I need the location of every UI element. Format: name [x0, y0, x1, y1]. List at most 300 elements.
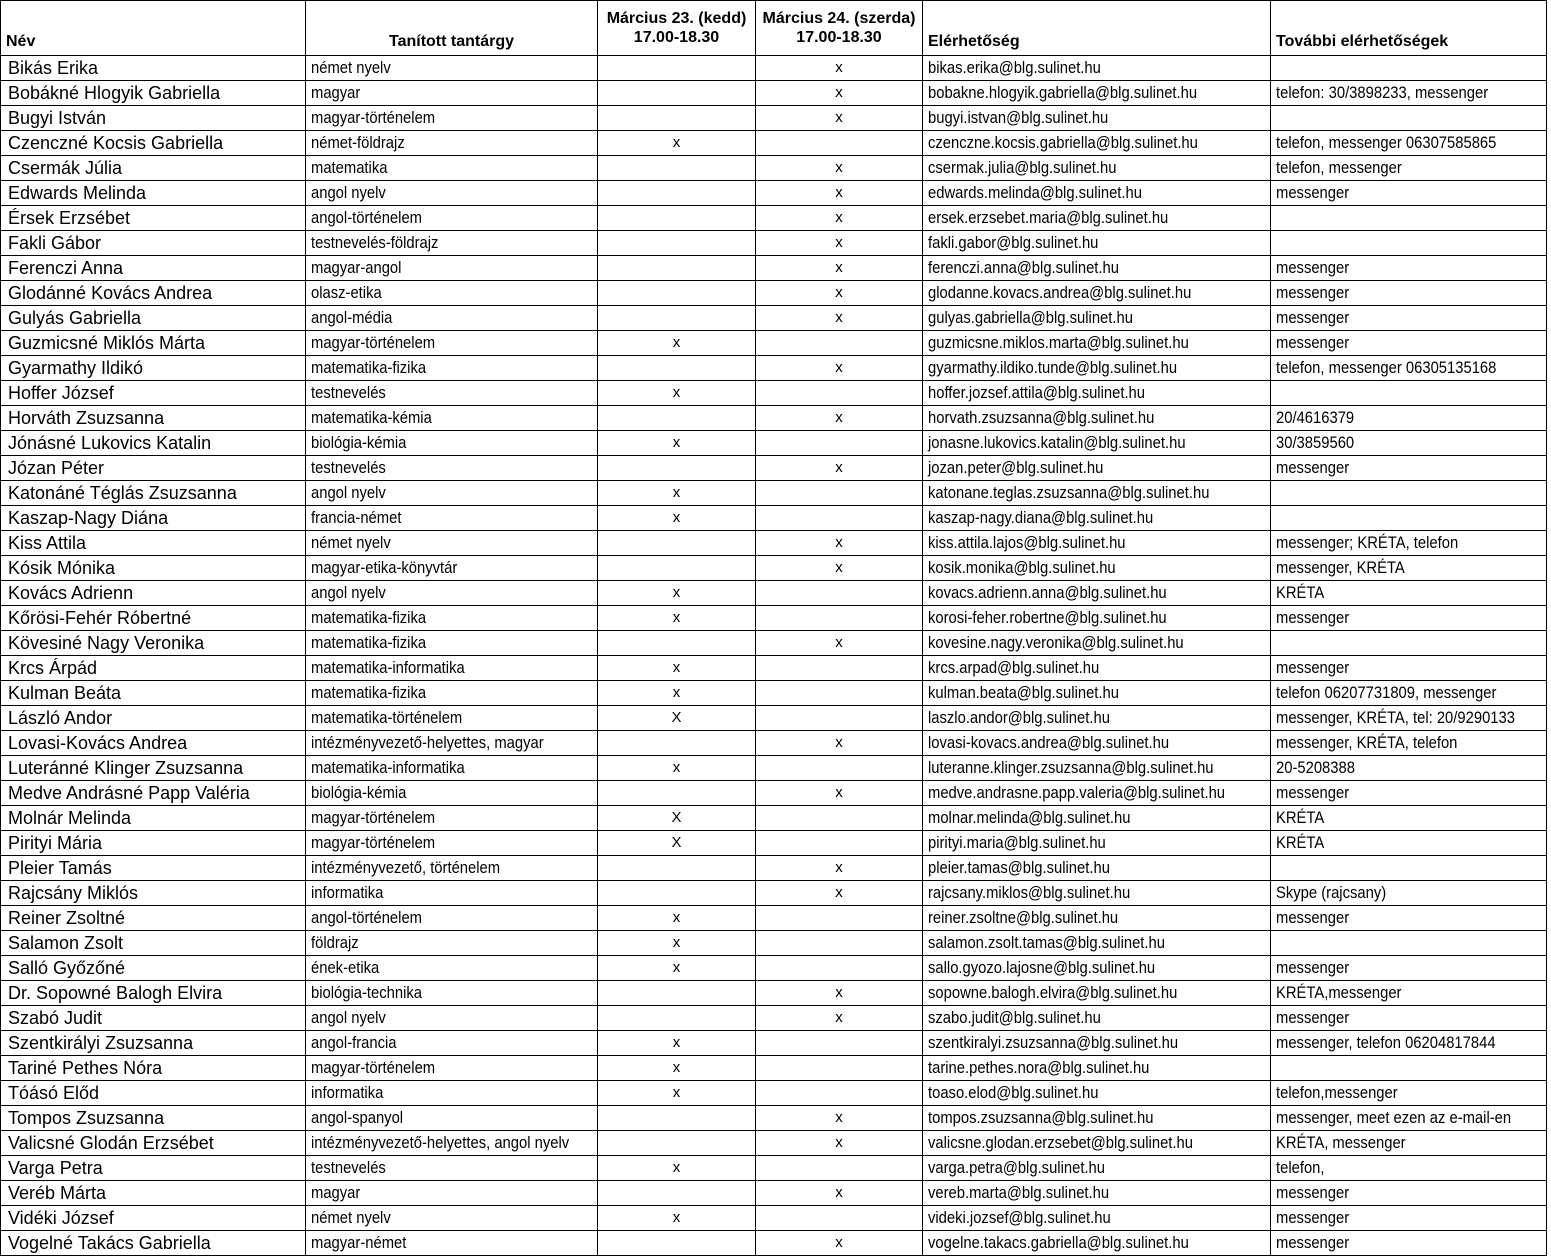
table-row — [1, 781, 1547, 806]
cell-teacher-name: Horváth Zsuzsanna — [1, 406, 306, 431]
cell-email: salamon.zsolt.tamas@blg.sulinet.hu — [923, 931, 1271, 956]
table-row — [1, 356, 1547, 381]
cell-tuesday-mark — [598, 1231, 756, 1256]
cell-more-contacts — [1271, 1056, 1547, 1081]
table-row — [1, 706, 1547, 731]
cell-tuesday-mark — [598, 556, 756, 581]
cell-teacher-name: Józan Péter — [1, 456, 306, 481]
cell-wednesday-mark — [756, 1206, 923, 1231]
cell-subject: angol nyelv — [306, 181, 598, 206]
cell-email: szentkiralyi.zsuzsanna@blg.sulinet.hu — [923, 1031, 1271, 1056]
cell-wednesday-mark — [756, 331, 923, 356]
cell-tuesday-mark — [598, 281, 756, 306]
table-row — [1, 231, 1547, 256]
cell-tuesday-mark: X — [598, 831, 756, 856]
header-day2-date: Március 24. (szerda) — [762, 10, 916, 27]
cell-wednesday-mark: x — [756, 106, 923, 131]
cell-tuesday-mark — [598, 56, 756, 81]
cell-tuesday-mark: x — [598, 756, 756, 781]
cell-subject: magyar — [306, 81, 598, 106]
cell-email: tarine.pethes.nora@blg.sulinet.hu — [923, 1056, 1271, 1081]
table-row — [1, 956, 1547, 981]
cell-teacher-name: Medve Andrásné Papp Valéria — [1, 781, 306, 806]
cell-more-contacts: messenger — [1271, 1006, 1547, 1031]
cell-more-contacts: messenger, meet ezen az e-mail-en — [1271, 1106, 1547, 1131]
table-row — [1, 606, 1547, 631]
cell-wednesday-mark: x — [756, 206, 923, 231]
cell-email: katonane.teglas.zsuzsanna@blg.sulinet.hu — [923, 481, 1271, 506]
cell-tuesday-mark: X — [598, 806, 756, 831]
cell-more-contacts: messenger — [1271, 306, 1547, 331]
cell-teacher-name: Salló Győzőné — [1, 956, 306, 981]
cell-more-contacts — [1271, 856, 1547, 881]
cell-subject: magyar-történelem — [306, 106, 598, 131]
cell-email: gyarmathy.ildiko.tunde@blg.sulinet.hu — [923, 356, 1271, 381]
cell-wednesday-mark: x — [756, 881, 923, 906]
teacher-table-body — [1, 56, 1547, 1256]
cell-email: fakli.gabor@blg.sulinet.hu — [923, 231, 1271, 256]
header-subject: Tanított tantárgy — [306, 1, 598, 56]
cell-wednesday-mark: x — [756, 1181, 923, 1206]
cell-wednesday-mark: x — [756, 631, 923, 656]
cell-teacher-name: Jónásné Lukovics Katalin — [1, 431, 306, 456]
cell-email: vogelne.takacs.gabriella@blg.sulinet.hu — [923, 1231, 1271, 1256]
cell-subject: magyar-történelem — [306, 1056, 598, 1081]
cell-tuesday-mark: x — [598, 1206, 756, 1231]
cell-wednesday-mark — [756, 131, 923, 156]
cell-more-contacts: telefon, messenger — [1271, 156, 1547, 181]
cell-email: varga.petra@blg.sulinet.hu — [923, 1156, 1271, 1181]
table-row — [1, 931, 1547, 956]
cell-subject: matematika-kémia — [306, 406, 598, 431]
cell-email: ersek.erzsebet.maria@blg.sulinet.hu — [923, 206, 1271, 231]
cell-email: jozan.peter@blg.sulinet.hu — [923, 456, 1271, 481]
cell-teacher-name: Vidéki József — [1, 1206, 306, 1231]
cell-email: sallo.gyozo.lajosne@blg.sulinet.hu — [923, 956, 1271, 981]
cell-more-contacts: telefon, — [1271, 1156, 1547, 1181]
table-row — [1, 331, 1547, 356]
cell-tuesday-mark — [598, 1181, 756, 1206]
table-row — [1, 531, 1547, 556]
cell-teacher-name: Dr. Sopowné Balogh Elvira — [1, 981, 306, 1006]
cell-tuesday-mark: x — [598, 606, 756, 631]
cell-wednesday-mark — [756, 706, 923, 731]
cell-teacher-name: Guzmicsné Miklós Márta — [1, 331, 306, 356]
cell-tuesday-mark — [598, 356, 756, 381]
cell-teacher-name: Érsek Erzsébet — [1, 206, 306, 231]
cell-teacher-name: Bikás Erika — [1, 56, 306, 81]
cell-tuesday-mark — [598, 106, 756, 131]
cell-subject: testnevelés — [306, 456, 598, 481]
cell-email: videki.jozsef@blg.sulinet.hu — [923, 1206, 1271, 1231]
cell-teacher-name: Varga Petra — [1, 1156, 306, 1181]
table-row — [1, 1056, 1547, 1081]
cell-tuesday-mark: x — [598, 681, 756, 706]
table-row — [1, 406, 1547, 431]
cell-email: bugyi.istvan@blg.sulinet.hu — [923, 106, 1271, 131]
cell-wednesday-mark: x — [756, 306, 923, 331]
cell-subject: matematika — [306, 156, 598, 181]
cell-wednesday-mark — [756, 681, 923, 706]
cell-teacher-name: Szabó Judit — [1, 1006, 306, 1031]
cell-email: szabo.judit@blg.sulinet.hu — [923, 1006, 1271, 1031]
cell-wednesday-mark — [756, 481, 923, 506]
cell-more-contacts: messenger, KRÉTA, telefon — [1271, 731, 1547, 756]
cell-subject: informatika — [306, 1081, 598, 1106]
cell-tuesday-mark: x — [598, 581, 756, 606]
cell-subject: intézményvezető, történelem — [306, 856, 598, 881]
cell-teacher-name: Kőrösi-Fehér Róbertné — [1, 606, 306, 631]
cell-more-contacts: telefon, messenger 06307585865 — [1271, 131, 1547, 156]
table-row — [1, 131, 1547, 156]
cell-teacher-name: Glodánné Kovács Andrea — [1, 281, 306, 306]
table-row — [1, 556, 1547, 581]
cell-subject: matematika-informatika — [306, 656, 598, 681]
cell-tuesday-mark: x — [598, 481, 756, 506]
table-row — [1, 581, 1547, 606]
cell-more-contacts: messenger — [1271, 1181, 1547, 1206]
cell-subject: angol-történelem — [306, 906, 598, 931]
cell-tuesday-mark: x — [598, 656, 756, 681]
table-row — [1, 981, 1547, 1006]
cell-teacher-name: Valicsné Glodán Erzsébet — [1, 1131, 306, 1156]
cell-subject: olasz-etika — [306, 281, 598, 306]
header-row — [1, 1, 1547, 56]
cell-email: glodanne.kovacs.andrea@blg.sulinet.hu — [923, 281, 1271, 306]
cell-wednesday-mark — [756, 606, 923, 631]
cell-more-contacts — [1271, 231, 1547, 256]
cell-teacher-name: Pirityi Mária — [1, 831, 306, 856]
cell-teacher-name: Bobákné Hlogyik Gabriella — [1, 81, 306, 106]
header-more: További elérhetőségek — [1271, 1, 1547, 56]
cell-email: kovesine.nagy.veronika@blg.sulinet.hu — [923, 631, 1271, 656]
cell-subject: testnevelés-földrajz — [306, 231, 598, 256]
cell-email: csermak.julia@blg.sulinet.hu — [923, 156, 1271, 181]
cell-email: molnar.melinda@blg.sulinet.hu — [923, 806, 1271, 831]
cell-tuesday-mark — [598, 181, 756, 206]
cell-teacher-name: Tompos Zsuzsanna — [1, 1106, 306, 1131]
cell-email: laszlo.andor@blg.sulinet.hu — [923, 706, 1271, 731]
table-row — [1, 806, 1547, 831]
cell-more-contacts — [1271, 381, 1547, 406]
cell-tuesday-mark — [598, 406, 756, 431]
cell-subject: német-földrajz — [306, 131, 598, 156]
table-header — [1, 1, 1547, 56]
cell-more-contacts — [1271, 631, 1547, 656]
cell-tuesday-mark — [598, 781, 756, 806]
cell-teacher-name: Luteránné Klinger Zsuzsanna — [1, 756, 306, 781]
cell-teacher-name: Kulman Beáta — [1, 681, 306, 706]
cell-email: kaszap-nagy.diana@blg.sulinet.hu — [923, 506, 1271, 531]
table-row — [1, 156, 1547, 181]
cell-tuesday-mark: x — [598, 1156, 756, 1181]
cell-teacher-name: Ferenczi Anna — [1, 256, 306, 281]
cell-email: rajcsany.miklos@blg.sulinet.hu — [923, 881, 1271, 906]
cell-more-contacts: messenger; KRÉTA, telefon — [1271, 531, 1547, 556]
cell-subject: magyar-etika-könyvtár — [306, 556, 598, 581]
cell-teacher-name: Bugyi István — [1, 106, 306, 131]
cell-tuesday-mark: X — [598, 706, 756, 731]
cell-email: medve.andrasne.papp.valeria@blg.sulinet.hu — [923, 781, 1271, 806]
cell-subject: biológia-kémia — [306, 781, 598, 806]
table-row — [1, 1081, 1547, 1106]
cell-tuesday-mark — [598, 981, 756, 1006]
cell-subject: matematika-fizika — [306, 631, 598, 656]
cell-teacher-name: Veréb Márta — [1, 1181, 306, 1206]
cell-tuesday-mark — [598, 631, 756, 656]
cell-tuesday-mark — [598, 1131, 756, 1156]
cell-teacher-name: Katonáné Téglás Zsuzsanna — [1, 481, 306, 506]
cell-email: krcs.arpad@blg.sulinet.hu — [923, 656, 1271, 681]
cell-email: bikas.erika@blg.sulinet.hu — [923, 56, 1271, 81]
cell-email: czenczne.kocsis.gabriella@blg.sulinet.hu — [923, 131, 1271, 156]
cell-subject: német nyelv — [306, 56, 598, 81]
cell-subject: francia-német — [306, 506, 598, 531]
cell-wednesday-mark: x — [756, 781, 923, 806]
cell-email: ferenczi.anna@blg.sulinet.hu — [923, 256, 1271, 281]
cell-wednesday-mark: x — [756, 406, 923, 431]
table-row — [1, 1231, 1547, 1256]
cell-email: kulman.beata@blg.sulinet.hu — [923, 681, 1271, 706]
cell-more-contacts — [1271, 931, 1547, 956]
cell-more-contacts: messenger — [1271, 456, 1547, 481]
cell-subject: matematika-informatika — [306, 756, 598, 781]
cell-wednesday-mark: x — [756, 56, 923, 81]
cell-subject: intézményvezető-helyettes, angol nyelv — [306, 1131, 598, 1156]
header-day2-time: 17.00-18.30 — [796, 29, 882, 46]
cell-more-contacts: messenger — [1271, 281, 1547, 306]
cell-more-contacts: telefon 06207731809, messenger — [1271, 681, 1547, 706]
header-day1-date: Március 23. (kedd) — [606, 10, 747, 27]
cell-email: lovasi-kovacs.andrea@blg.sulinet.hu — [923, 731, 1271, 756]
cell-teacher-name: Kósik Mónika — [1, 556, 306, 581]
table-row — [1, 256, 1547, 281]
cell-email: jonasne.lukovics.katalin@blg.sulinet.hu — [923, 431, 1271, 456]
table-row — [1, 1106, 1547, 1131]
cell-wednesday-mark: x — [756, 281, 923, 306]
table-row — [1, 1006, 1547, 1031]
cell-email: reiner.zsoltne@blg.sulinet.hu — [923, 906, 1271, 931]
cell-tuesday-mark: x — [598, 381, 756, 406]
cell-email: kosik.monika@blg.sulinet.hu — [923, 556, 1271, 581]
header-day2 — [756, 1, 923, 56]
cell-email: kovacs.adrienn.anna@blg.sulinet.hu — [923, 581, 1271, 606]
cell-tuesday-mark — [598, 731, 756, 756]
cell-teacher-name: Kovács Adrienn — [1, 581, 306, 606]
cell-subject: angol-történelem — [306, 206, 598, 231]
cell-subject: angol-spanyol — [306, 1106, 598, 1131]
cell-more-contacts: KRÉTA, messenger — [1271, 1131, 1547, 1156]
header-day1 — [598, 1, 756, 56]
table-row — [1, 1156, 1547, 1181]
header-email: Elérhetőség — [923, 1, 1271, 56]
cell-wednesday-mark: x — [756, 356, 923, 381]
cell-subject: magyar-angol — [306, 256, 598, 281]
cell-wednesday-mark: x — [756, 731, 923, 756]
cell-subject: magyar — [306, 1181, 598, 1206]
cell-teacher-name: Molnár Melinda — [1, 806, 306, 831]
cell-more-contacts: messenger — [1271, 956, 1547, 981]
cell-wednesday-mark: x — [756, 981, 923, 1006]
cell-more-contacts: KRÉTA — [1271, 806, 1547, 831]
cell-email: tompos.zsuzsanna@blg.sulinet.hu — [923, 1106, 1271, 1131]
cell-wednesday-mark — [756, 956, 923, 981]
cell-wednesday-mark — [756, 431, 923, 456]
cell-more-contacts — [1271, 56, 1547, 81]
cell-tuesday-mark — [598, 156, 756, 181]
cell-wednesday-mark — [756, 906, 923, 931]
table-row — [1, 181, 1547, 206]
cell-more-contacts: telefon,messenger — [1271, 1081, 1547, 1106]
cell-email: guzmicsne.miklos.marta@blg.sulinet.hu — [923, 331, 1271, 356]
cell-email: kiss.attila.lajos@blg.sulinet.hu — [923, 531, 1271, 556]
table-row — [1, 681, 1547, 706]
cell-subject: angol nyelv — [306, 1006, 598, 1031]
cell-teacher-name: Hoffer József — [1, 381, 306, 406]
cell-wednesday-mark — [756, 1031, 923, 1056]
cell-tuesday-mark — [598, 1006, 756, 1031]
table-row — [1, 481, 1547, 506]
cell-more-contacts: messenger — [1271, 606, 1547, 631]
table-row — [1, 1181, 1547, 1206]
cell-wednesday-mark: x — [756, 81, 923, 106]
cell-more-contacts: messenger — [1271, 906, 1547, 931]
cell-tuesday-mark: x — [598, 906, 756, 931]
cell-more-contacts: 20-5208388 — [1271, 756, 1547, 781]
cell-teacher-name: Rajcsány Miklós — [1, 881, 306, 906]
table-row — [1, 456, 1547, 481]
cell-teacher-name: Kövesiné Nagy Veronika — [1, 631, 306, 656]
cell-subject: intézményvezető-helyettes, magyar — [306, 731, 598, 756]
cell-more-contacts: 30/3859560 — [1271, 431, 1547, 456]
table-row — [1, 431, 1547, 456]
table-row — [1, 281, 1547, 306]
cell-more-contacts: messenger — [1271, 1231, 1547, 1256]
cell-teacher-name: Czenczné Kocsis Gabriella — [1, 131, 306, 156]
cell-wednesday-mark: x — [756, 156, 923, 181]
cell-subject: testnevelés — [306, 1156, 598, 1181]
cell-teacher-name: Csermák Júlia — [1, 156, 306, 181]
cell-tuesday-mark — [598, 306, 756, 331]
cell-more-contacts: messenger — [1271, 1206, 1547, 1231]
cell-wednesday-mark: x — [756, 1131, 923, 1156]
cell-tuesday-mark — [598, 531, 756, 556]
cell-email: luteranne.klinger.zsuzsanna@blg.sulinet.hu — [923, 756, 1271, 781]
cell-email: valicsne.glodan.erzsebet@blg.sulinet.hu — [923, 1131, 1271, 1156]
cell-teacher-name: Fakli Gábor — [1, 231, 306, 256]
cell-subject: magyar-német — [306, 1231, 598, 1256]
cell-more-contacts: messenger, telefon 06204817844 — [1271, 1031, 1547, 1056]
table-row — [1, 306, 1547, 331]
cell-tuesday-mark — [598, 206, 756, 231]
cell-teacher-name: Salamon Zsolt — [1, 931, 306, 956]
cell-more-contacts — [1271, 106, 1547, 131]
cell-subject: angol nyelv — [306, 481, 598, 506]
table-row — [1, 631, 1547, 656]
table-row — [1, 506, 1547, 531]
header-day1-time: 17.00-18.30 — [633, 29, 720, 46]
table-row — [1, 856, 1547, 881]
cell-email: edwards.melinda@blg.sulinet.hu — [923, 181, 1271, 206]
cell-email: korosi-feher.robertne@blg.sulinet.hu — [923, 606, 1271, 631]
cell-email: gulyas.gabriella@blg.sulinet.hu — [923, 306, 1271, 331]
cell-teacher-name: Tóásó Előd — [1, 1081, 306, 1106]
cell-teacher-name: Lovasi-Kovács Andrea — [1, 731, 306, 756]
cell-email: hoffer.jozsef.attila@blg.sulinet.hu — [923, 381, 1271, 406]
cell-tuesday-mark — [598, 856, 756, 881]
cell-more-contacts: telefon, messenger 06305135168 — [1271, 356, 1547, 381]
cell-more-contacts: messenger — [1271, 331, 1547, 356]
cell-tuesday-mark: x — [598, 431, 756, 456]
cell-tuesday-mark — [598, 81, 756, 106]
cell-email: toaso.elod@blg.sulinet.hu — [923, 1081, 1271, 1106]
table-row — [1, 206, 1547, 231]
cell-wednesday-mark: x — [756, 1231, 923, 1256]
table-row — [1, 1031, 1547, 1056]
cell-wednesday-mark — [756, 381, 923, 406]
cell-tuesday-mark — [598, 231, 756, 256]
cell-tuesday-mark — [598, 1106, 756, 1131]
cell-teacher-name: Vogelné Takács Gabriella — [1, 1231, 306, 1256]
cell-email: pirityi.maria@blg.sulinet.hu — [923, 831, 1271, 856]
cell-subject: biológia-kémia — [306, 431, 598, 456]
cell-email: horvath.zsuzsanna@blg.sulinet.hu — [923, 406, 1271, 431]
cell-teacher-name: Gulyás Gabriella — [1, 306, 306, 331]
cell-tuesday-mark: x — [598, 1081, 756, 1106]
cell-subject: angol-média — [306, 306, 598, 331]
cell-subject: magyar-történelem — [306, 831, 598, 856]
table-row — [1, 56, 1547, 81]
cell-wednesday-mark — [756, 756, 923, 781]
cell-subject: angol-francia — [306, 1031, 598, 1056]
cell-subject: matematika-fizika — [306, 681, 598, 706]
cell-tuesday-mark — [598, 256, 756, 281]
cell-subject: angol nyelv — [306, 581, 598, 606]
cell-teacher-name: Gyarmathy Ildikó — [1, 356, 306, 381]
table-row — [1, 906, 1547, 931]
cell-more-contacts: messenger, KRÉTA — [1271, 556, 1547, 581]
cell-email: bobakne.hlogyik.gabriella@blg.sulinet.hu — [923, 81, 1271, 106]
table-row — [1, 656, 1547, 681]
cell-wednesday-mark — [756, 931, 923, 956]
cell-more-contacts: messenger, KRÉTA, tel: 20/9290133 — [1271, 706, 1547, 731]
cell-wednesday-mark: x — [756, 1106, 923, 1131]
cell-more-contacts — [1271, 206, 1547, 231]
cell-wednesday-mark: x — [756, 256, 923, 281]
cell-more-contacts: KRÉTA — [1271, 581, 1547, 606]
table-row — [1, 1131, 1547, 1156]
cell-more-contacts: messenger — [1271, 256, 1547, 281]
cell-more-contacts — [1271, 481, 1547, 506]
cell-subject: magyar-történelem — [306, 806, 598, 831]
header-name: Név — [1, 1, 306, 56]
cell-subject: testnevelés — [306, 381, 598, 406]
cell-subject: biológia-technika — [306, 981, 598, 1006]
cell-subject: ének-etika — [306, 956, 598, 981]
cell-more-contacts: messenger — [1271, 781, 1547, 806]
cell-subject: német nyelv — [306, 531, 598, 556]
cell-subject: informatika — [306, 881, 598, 906]
cell-subject: matematika-fizika — [306, 356, 598, 381]
cell-subject: matematika-fizika — [306, 606, 598, 631]
cell-wednesday-mark: x — [756, 556, 923, 581]
cell-teacher-name: Tariné Pethes Nóra — [1, 1056, 306, 1081]
table-row — [1, 106, 1547, 131]
cell-wednesday-mark — [756, 1081, 923, 1106]
cell-tuesday-mark — [598, 881, 756, 906]
cell-more-contacts: KRÉTA — [1271, 831, 1547, 856]
cell-wednesday-mark — [756, 806, 923, 831]
